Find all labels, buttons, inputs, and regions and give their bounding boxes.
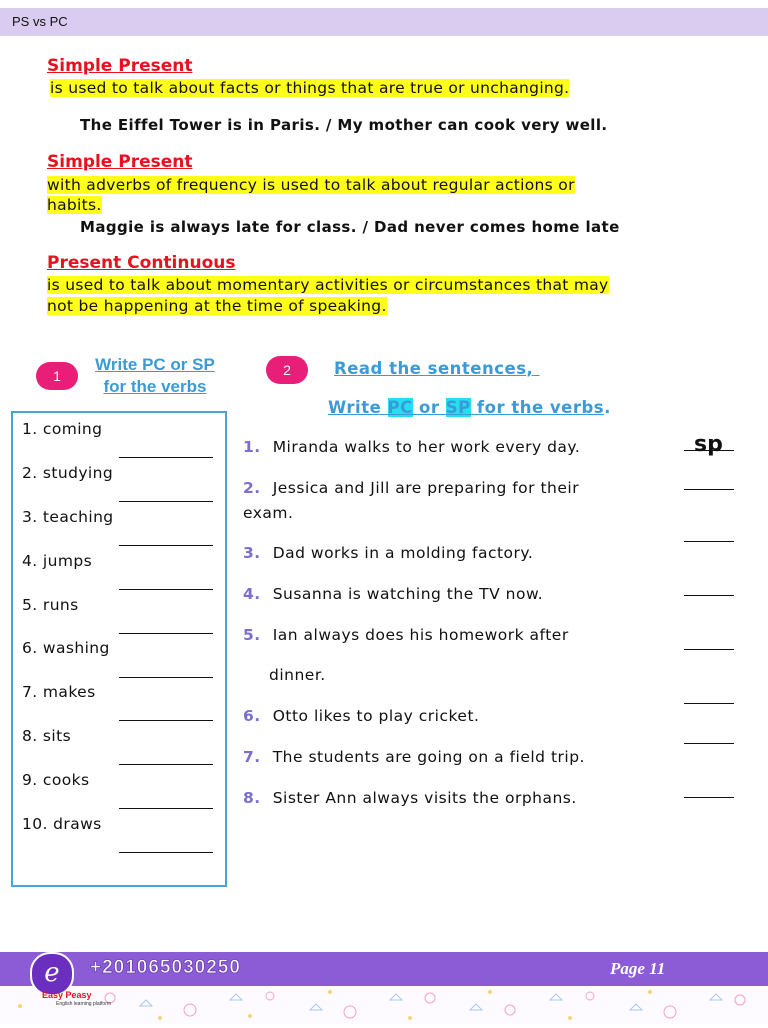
sentence-continuation: dinner. (269, 666, 326, 684)
rule-example: Maggie is always late for class. / Dad never comes home late (80, 218, 620, 236)
answer-blank[interactable] (119, 808, 213, 809)
exercise-2-badge: 2 (266, 356, 308, 384)
answer-blank[interactable] (119, 764, 213, 765)
answer-blank[interactable] (684, 743, 734, 744)
rule-heading: Present Continuous (47, 253, 236, 273)
rule-text: is used to talk about momentary activities or circumstances that may (47, 276, 609, 294)
sentence-item: 7. The students are going on a field trip. (243, 748, 585, 766)
answer-blank[interactable] (684, 649, 734, 650)
answer-blank[interactable] (684, 489, 734, 490)
answer-blank[interactable] (119, 501, 213, 502)
sentence-item: 6. Otto likes to play cricket. (243, 707, 480, 725)
exercise-2-title-line2: Write PC or SP for the verbs. (328, 398, 611, 417)
sentence-item: 4. Susanna is watching the TV now. (243, 585, 544, 603)
rule-text: with adverbs of frequency is used to talk about regular actions or (47, 176, 575, 194)
list-item: 10. draws (22, 815, 102, 833)
answer-blank[interactable] (684, 703, 734, 704)
footer-bar (0, 952, 768, 986)
list-item: 8. sits (22, 727, 72, 745)
sentence-item: 5. Ian always does his homework after (243, 626, 569, 644)
sentence-item: 8. Sister Ann always visits the orphans. (243, 789, 577, 807)
rule-text: habits. (47, 196, 102, 214)
list-item: 4. jumps (22, 552, 93, 570)
exercise-1-badge: 1 (36, 362, 78, 390)
rule-heading: Simple Present (47, 56, 193, 76)
rule-text: not be happening at the time of speaking. (47, 297, 387, 315)
logo-icon: e (30, 952, 74, 996)
rule-heading: Simple Present (47, 152, 193, 172)
answer-blank[interactable] (684, 450, 734, 451)
answer-blank[interactable] (684, 541, 734, 542)
answer-blank[interactable] (119, 677, 213, 678)
rule-example: The Eiffel Tower is in Paris. / My mother can cook very well. (80, 116, 608, 134)
header-bar (0, 8, 768, 36)
answer-blank[interactable] (119, 633, 213, 634)
example-answer: sp (694, 432, 723, 457)
exercise-2-title-line1: Read the sentences, (334, 359, 534, 378)
sentence-item: 2. Jessica and Jill are preparing for their (243, 479, 580, 497)
sentence-item: 3. Dad works in a molding factory. (243, 544, 534, 562)
footer (0, 952, 768, 1024)
phone-number: +201065030250 (90, 957, 241, 978)
rule-text: is used to talk about facts or things that are true or unchanging. (50, 79, 570, 97)
list-item: 1. coming (22, 420, 103, 438)
list-item: 9. cooks (22, 771, 90, 789)
pattern-icon (0, 986, 768, 1024)
list-item: 7. makes (22, 683, 96, 701)
logo-name: Easy Peasy (42, 990, 92, 1000)
sentence-continuation: exam. (243, 504, 294, 522)
list-item: 2. studying (22, 464, 114, 482)
page-title: PS vs PC (12, 14, 68, 29)
answer-blank[interactable] (684, 797, 734, 798)
decorative-pattern (0, 986, 768, 1024)
answer-blank[interactable] (119, 457, 213, 458)
list-item: 3. teaching (22, 508, 114, 526)
list-item: 6. washing (22, 639, 110, 657)
logo-subtitle: English learning platform (56, 1001, 112, 1007)
page-number: Page 11 (610, 959, 666, 978)
answer-blank[interactable] (119, 589, 213, 590)
sentence-item: 1. Miranda walks to her work every day. (243, 438, 581, 456)
list-item: 5. runs (22, 596, 79, 614)
exercise-1-title: Write PC or SP for the verbs (95, 355, 215, 396)
answer-blank[interactable] (119, 545, 213, 546)
answer-blank[interactable] (119, 720, 213, 721)
answer-blank[interactable] (119, 852, 213, 853)
answer-blank[interactable] (684, 595, 734, 596)
